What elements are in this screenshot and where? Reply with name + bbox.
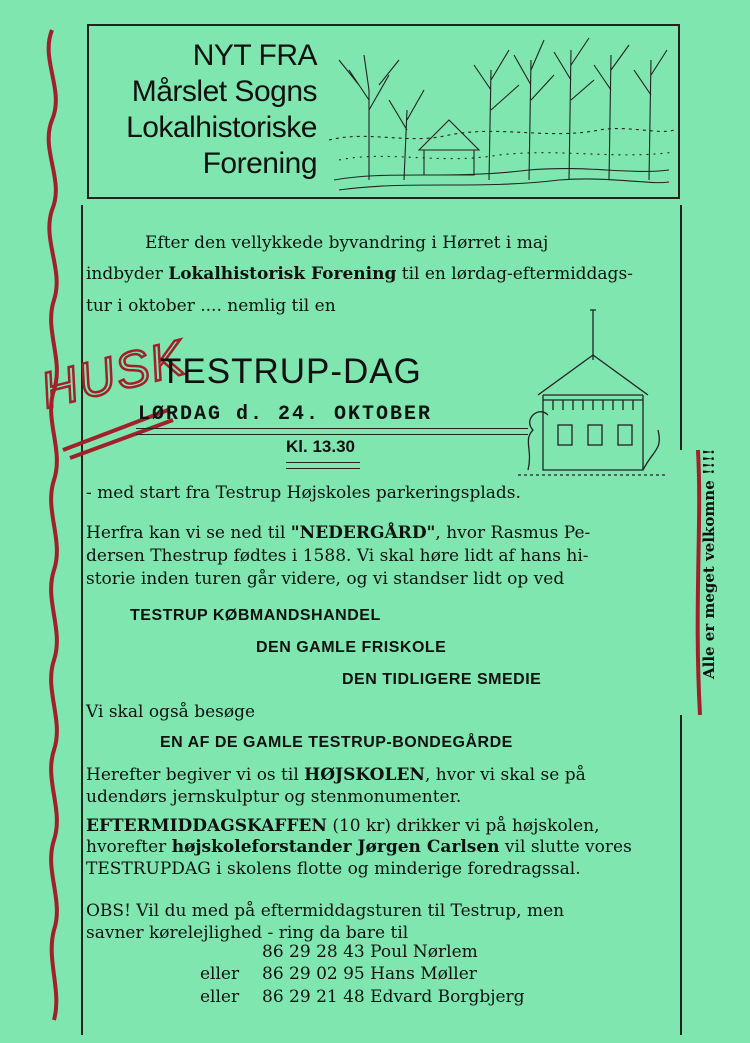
coffee-line-3: TESTRUPDAG i skolens flotte og minderige foredragssal. xyxy=(86,859,581,879)
contact-prefix: eller xyxy=(200,964,240,984)
contact-row xyxy=(200,985,525,1009)
coffee-label: EFTERMIDDAGSKAFFEN xyxy=(86,816,327,836)
principal-name: højskoleforstander Jørgen Carlsen xyxy=(171,837,500,857)
coffee-line-1-post: (10 kr) drikker vi på højskolen, xyxy=(326,816,600,836)
red-wavy-margin-line xyxy=(30,20,80,1040)
header-title-line-1: NYT FRA xyxy=(192,39,317,72)
husk-handwritten-note: HUSK xyxy=(35,329,192,419)
header-title xyxy=(107,38,317,182)
intro-line-2 xyxy=(86,259,633,290)
stop-friskole: DEN GAMLE FRISKOLE xyxy=(256,639,447,656)
intro-line-2-post: til en lørdag-eftermiddags- xyxy=(396,264,633,284)
frame-left-border xyxy=(81,205,83,1035)
contact-phone: 86 29 21 48 xyxy=(262,987,365,1007)
stop-smedie: DEN TIDLIGERE SMEDIE xyxy=(342,671,542,688)
also-visit-line: Vi skal også besøge xyxy=(86,702,256,722)
intro-line-1: Efter den vellykkede byvandring i Hørret i maj xyxy=(145,233,549,253)
schoolhouse-sketch-illustration xyxy=(518,300,668,480)
frame-right-border-upper xyxy=(680,205,682,450)
contact-name: Edvard Borgbjerg xyxy=(370,987,525,1007)
contact-row xyxy=(200,962,477,986)
side-note-welcome: Alle er meget velkomne !!!! xyxy=(700,448,718,679)
time-double-underline xyxy=(286,462,360,469)
landscape-sketch-illustration xyxy=(329,30,674,195)
hojskole-line-2: udendørs jernskulptur og stenmonumenter. xyxy=(86,787,462,807)
red-side-stroke xyxy=(688,445,708,725)
obs-line-2: savner kørelejlighed - ring da bare til xyxy=(86,923,409,943)
contact-name: Poul Nørlem xyxy=(370,942,478,962)
coffee-line-2-post: vil slutte vores xyxy=(499,837,632,857)
event-title: TESTRUP-DAG xyxy=(160,352,422,391)
event-date: LØRDAG d. 24. OKTOBER xyxy=(138,403,433,426)
contact-prefix: eller xyxy=(200,987,240,1007)
header-title-line-3: Lokalhistoriske xyxy=(126,111,317,144)
stop-kobmandshandel: TESTRUP KØBMANDSHANDEL xyxy=(130,607,381,624)
contact-phone: 86 29 28 43 xyxy=(262,942,365,962)
hojskole-name: HØJSKOLEN xyxy=(304,765,425,785)
intro-line-3: tur i oktober .... nemlig til en xyxy=(86,296,336,316)
contact-phone: 86 29 02 95 xyxy=(262,964,365,984)
hojskole-line-1-pre: Herefter begiver vi os til xyxy=(86,765,305,785)
nedergaard-line-2: dersen Thestrup fødtes i 1588. Vi skal høre lidt af hans hi- xyxy=(86,546,589,566)
nedergaard-line-1-pre: Herfra kan vi se ned til xyxy=(86,523,291,543)
farm-visit: EN AF DE GAMLE TESTRUP-BONDEGÅRDE xyxy=(160,734,513,751)
header-title-line-4: Forening xyxy=(202,147,317,180)
contact-name: Hans Møller xyxy=(370,964,477,984)
nedergaard-name: "NEDERGÅRD" xyxy=(290,523,436,543)
hojskole-line-1-post: , hvor vi skal se på xyxy=(424,765,586,785)
nedergaard-line-1-post: , hvor Rasmus Pe- xyxy=(435,523,591,543)
nedergaard-line-3: storie inden turen går videre, og vi standser lidt op ved xyxy=(86,569,565,589)
date-double-underline xyxy=(136,428,528,435)
association-name: Lokalhistorisk Forening xyxy=(168,264,397,284)
header-box xyxy=(87,24,680,199)
header-title-line-2: Mårslet Sogns xyxy=(131,75,317,108)
event-time: Kl. 13.30 xyxy=(286,437,355,456)
contact-row xyxy=(200,940,478,964)
start-line: - med start fra Testrup Højskoles parkeringsplads. xyxy=(86,483,521,503)
coffee-line-2-pre: hvorefter xyxy=(86,837,172,857)
obs-line-1: OBS! Vil du med på eftermiddagsturen til Testrup, men xyxy=(86,901,565,921)
frame-right-border-lower xyxy=(680,715,682,1035)
intro-line-2-pre: indbyder xyxy=(86,264,169,284)
